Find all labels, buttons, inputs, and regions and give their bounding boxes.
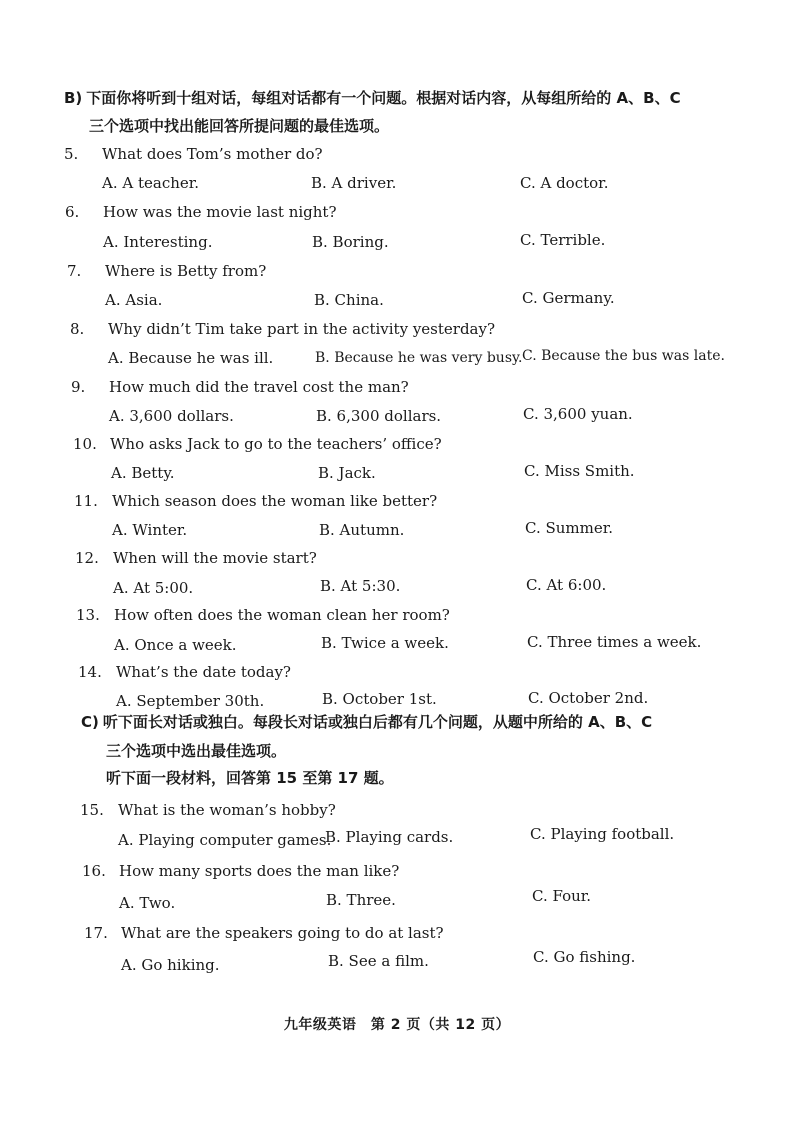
question-text: Where is Betty from? (105, 262, 267, 280)
section-c-instructions-2 (106, 737, 286, 765)
option-b[interactable]: B. Jack. (318, 464, 376, 482)
question-16 (0, 861, 794, 919)
section-b-instructions-2 (89, 112, 389, 140)
option-a[interactable]: A. Interesting. (103, 233, 213, 251)
section-b-line2: 三个选项中找出能回答所提问题的最佳选项。 (89, 117, 390, 135)
option-b[interactable]: B. October 1st. (322, 690, 437, 708)
option-c[interactable]: C. Summer. (525, 519, 614, 537)
question-15 (0, 800, 794, 858)
section-c-line1: 听下面长对话或独白。每段长对话或独白后都有几个问题，从题中所给的 A、B、C (102, 713, 653, 731)
question-text: When will the movie start? (113, 549, 317, 567)
option-b[interactable]: B. Twice a week. (321, 634, 449, 652)
option-b[interactable]: B. 6,300 dollars. (316, 407, 442, 425)
question-text: How often does the woman clean her room? (114, 606, 450, 624)
option-c[interactable]: C. Go fishing. (533, 948, 636, 966)
section-c-marker: C) (81, 713, 99, 731)
option-b[interactable]: B. Autumn. (319, 521, 405, 539)
question-text: How many sports does the man like? (119, 862, 400, 880)
option-b[interactable]: B. See a film. (328, 952, 429, 970)
option-c[interactable]: C. A doctor. (520, 174, 609, 192)
option-a[interactable]: A. Betty. (111, 464, 175, 482)
question-number: 11. (74, 492, 98, 510)
question-8 (0, 319, 794, 377)
option-c[interactable]: C. Germany. (522, 289, 615, 307)
section-c-instructions-3 (106, 764, 394, 792)
question-number: 15. (80, 801, 104, 819)
question-text: Which season does the woman like better? (112, 492, 438, 510)
section-b-instructions (64, 84, 681, 112)
option-a[interactable]: A. 3,600 dollars. (109, 407, 234, 425)
question-text: What does Tom’s mother do? (102, 145, 323, 163)
question-7 (0, 261, 794, 319)
question-5 (0, 144, 794, 202)
question-11 (0, 491, 794, 549)
question-number: 13. (76, 606, 100, 624)
question-number: 5. (64, 145, 79, 163)
section-c-instructions (81, 708, 652, 736)
question-number: 7. (67, 262, 82, 280)
option-c[interactable]: C. At 6:00. (526, 576, 607, 594)
option-c[interactable]: C. Terrible. (520, 231, 606, 249)
question-text: What is the woman’s hobby? (118, 801, 336, 819)
question-text: What are the speakers going to do at last? (121, 924, 444, 942)
question-17 (0, 923, 794, 981)
question-number: 17. (84, 924, 108, 942)
question-number: 12. (75, 549, 99, 567)
option-b[interactable]: B. Three. (326, 891, 396, 909)
question-number: 8. (70, 320, 85, 338)
option-a[interactable]: A. At 5:00. (113, 579, 194, 597)
option-a[interactable]: A. A teacher. (102, 174, 200, 192)
option-b[interactable]: B. Playing cards. (325, 828, 454, 846)
option-b[interactable]: B. Boring. (312, 233, 389, 251)
question-9 (0, 377, 794, 435)
question-number: 14. (78, 663, 102, 681)
question-number: 10. (73, 435, 97, 453)
question-12 (0, 548, 794, 606)
section-c-line3: 听下面一段材料，回答第 15 至第 17 题。 (106, 769, 394, 787)
question-text: How was the movie last night? (103, 203, 337, 221)
option-c[interactable]: C. 3,600 yuan. (523, 405, 633, 423)
option-a[interactable]: A. September 30th. (116, 692, 265, 710)
option-b[interactable]: B. Because he was very busy. (315, 350, 523, 366)
option-c[interactable]: C. Because the bus was late. (522, 348, 725, 364)
section-b-marker: B) (64, 89, 83, 107)
option-a[interactable]: A. Go hiking. (121, 956, 220, 974)
question-text: How much did the travel cost the man? (109, 378, 409, 396)
option-a[interactable]: A. Playing computer games. (118, 831, 332, 849)
option-c[interactable]: C. Three times a week. (527, 633, 702, 651)
question-text: Why didn’t Tim take part in the activity yesterday? (108, 320, 496, 338)
option-c[interactable]: C. Four. (532, 887, 592, 905)
option-a[interactable]: A. Winter. (112, 521, 188, 539)
option-c[interactable]: C. Playing football. (530, 825, 675, 843)
question-6 (0, 202, 794, 260)
question-13 (0, 605, 794, 663)
page-footer: 九年级英语 第 2 页（共 12 页） (283, 1017, 511, 1033)
option-b[interactable]: B. China. (314, 291, 384, 309)
question-number: 16. (82, 862, 106, 880)
question-number: 6. (65, 203, 80, 221)
option-c[interactable]: C. Miss Smith. (524, 462, 635, 480)
option-a[interactable]: A. Asia. (105, 291, 163, 309)
question-text: Who asks Jack to go to the teachers’ office? (110, 435, 442, 453)
section-b-line1: 下面你将听到十组对话，每组对话都有一个问题。根据对话内容，从每组所给的 A、B、C (86, 89, 681, 107)
option-a[interactable]: A. Once a week. (114, 636, 237, 654)
option-b[interactable]: B. At 5:30. (320, 577, 401, 595)
section-c-line2: 三个选项中选出最佳选项。 (106, 742, 287, 760)
option-a[interactable]: A. Two. (119, 894, 176, 912)
question-10 (0, 434, 794, 492)
option-b[interactable]: B. A driver. (311, 174, 397, 192)
question-number: 9. (71, 378, 86, 396)
question-text: What’s the date today? (116, 663, 291, 681)
option-a[interactable]: A. Because he was ill. (108, 349, 274, 367)
option-c[interactable]: C. October 2nd. (528, 689, 649, 707)
